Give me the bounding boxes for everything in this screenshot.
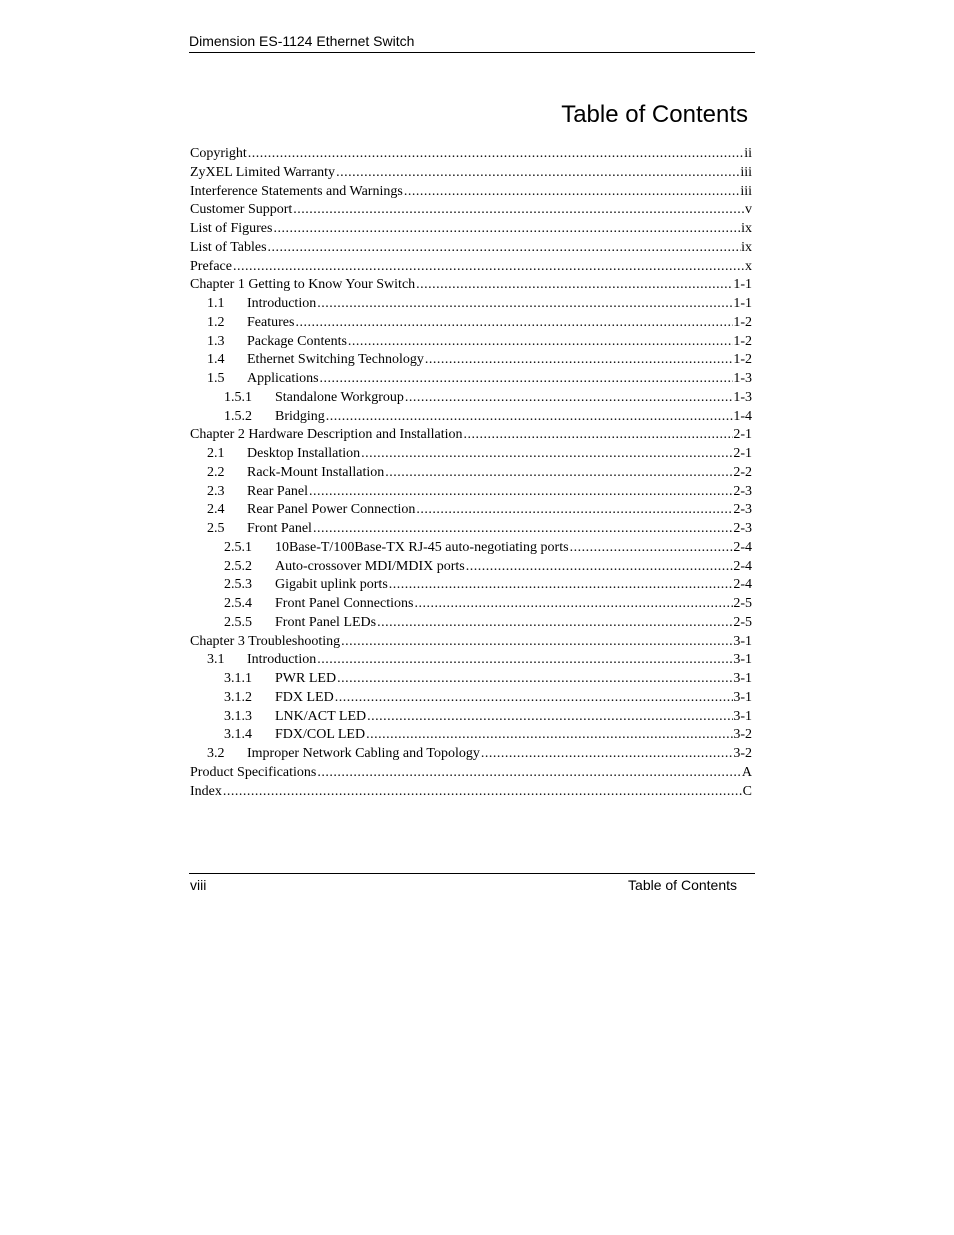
toc-dot-leader bbox=[267, 239, 742, 258]
toc-entry-title: Package Contents bbox=[247, 333, 347, 349]
toc-entry[interactable] bbox=[190, 520, 752, 539]
toc-dot-leader bbox=[316, 295, 733, 314]
toc-entry-number: 2.2 bbox=[207, 464, 225, 480]
toc-entry[interactable] bbox=[190, 183, 752, 202]
toc-entry-title: Front Panel LEDs bbox=[275, 614, 377, 630]
toc-entry[interactable] bbox=[190, 689, 752, 708]
toc-entry-page: 1-4 bbox=[733, 408, 752, 424]
toc-entry-number: 2.3 bbox=[207, 483, 225, 499]
toc-entry-title: Standalone Workgroup bbox=[275, 389, 404, 405]
header-title: Dimension ES-1124 Ethernet Switch bbox=[189, 33, 415, 49]
toc-entry-number: 2.5.3 bbox=[224, 577, 252, 593]
toc-dot-leader bbox=[340, 633, 733, 652]
toc-entry-title: Auto-crossover MDI/MDIX ports bbox=[275, 558, 465, 574]
toc-entry-page: ii bbox=[744, 146, 752, 161]
toc-entry[interactable] bbox=[190, 351, 752, 370]
toc-entry-number: 3.1 bbox=[207, 652, 225, 668]
toc-entry-page: C bbox=[742, 783, 752, 799]
toc-entry-title: Improper Network Cabling and Topology bbox=[247, 746, 480, 761]
toc-entry-page: 2-5 bbox=[733, 596, 752, 611]
toc-dot-leader bbox=[325, 408, 734, 427]
toc-entry-title: FDX/COL LED bbox=[275, 727, 366, 743]
toc-dot-leader bbox=[569, 539, 734, 558]
footer-page-number: viii bbox=[190, 877, 207, 893]
toc-entry-title: List of Figures bbox=[190, 221, 273, 236]
toc-entry-number: 3.1.2 bbox=[224, 689, 252, 705]
page-title: Table of Contents bbox=[561, 101, 748, 128]
toc-entry-title: Desktop Installation bbox=[247, 446, 361, 461]
toc-entry[interactable] bbox=[190, 764, 752, 783]
toc-entry-title: Features bbox=[247, 314, 295, 330]
toc-entry-title: Ethernet Switching Technology bbox=[247, 352, 424, 368]
toc-entry-page: iii bbox=[740, 183, 752, 199]
toc-dot-leader bbox=[403, 183, 741, 202]
toc-dot-leader bbox=[336, 670, 733, 689]
toc-dot-leader bbox=[312, 520, 733, 539]
toc-entry[interactable] bbox=[190, 389, 752, 408]
toc-entry-page: 3-1 bbox=[733, 671, 752, 686]
toc-entry-title: Preface bbox=[190, 258, 232, 274]
toc-entry-title: Rear Panel bbox=[247, 483, 309, 499]
toc-entry-number: 2.5.5 bbox=[224, 614, 252, 630]
toc-entry-title: Front Panel bbox=[247, 521, 312, 536]
toc-entry[interactable] bbox=[190, 558, 752, 577]
toc-entry-title: FDX LED bbox=[275, 689, 334, 705]
toc-dot-leader bbox=[292, 201, 745, 220]
toc-dot-leader bbox=[376, 614, 733, 633]
toc-entry[interactable] bbox=[190, 258, 752, 277]
toc-entry[interactable] bbox=[190, 164, 752, 183]
toc-entry[interactable] bbox=[190, 633, 752, 652]
toc-entry-page: 3-2 bbox=[733, 727, 752, 743]
toc-dot-leader bbox=[384, 464, 733, 483]
toc-entry-number: 1.4 bbox=[207, 352, 225, 368]
toc-entry-number: 2.4 bbox=[207, 502, 225, 518]
toc-entry-number: 1.5.2 bbox=[224, 408, 252, 424]
toc-dot-leader bbox=[308, 483, 733, 502]
toc-entry-title: PWR LED bbox=[275, 671, 337, 686]
toc-entry-title: Bridging bbox=[275, 408, 325, 424]
toc-entry-title: Front Panel Connections bbox=[275, 596, 414, 611]
toc-entry[interactable] bbox=[190, 708, 752, 727]
toc-entry-page: 2-1 bbox=[733, 446, 752, 461]
toc-entry[interactable] bbox=[190, 445, 752, 464]
toc-entry-number: 1.2 bbox=[207, 314, 225, 330]
table-of-contents bbox=[190, 145, 752, 801]
toc-entry[interactable] bbox=[190, 726, 752, 745]
running-header bbox=[189, 33, 755, 53]
toc-entry[interactable] bbox=[190, 576, 752, 595]
toc-entry-page: 3-1 bbox=[733, 689, 752, 705]
toc-entry-title: Chapter 1 Getting to Know Your Switch bbox=[190, 277, 416, 293]
toc-entry[interactable] bbox=[190, 614, 752, 633]
toc-dot-leader bbox=[360, 445, 733, 464]
toc-dot-leader bbox=[465, 558, 734, 577]
toc-entry-title: Introduction bbox=[247, 296, 317, 311]
toc-entry-number: 1.5.1 bbox=[224, 389, 252, 405]
toc-entry-title: ZyXEL Limited Warranty bbox=[190, 164, 336, 180]
toc-dot-leader bbox=[365, 726, 733, 745]
toc-entry-page: 2-1 bbox=[733, 427, 752, 443]
toc-entry-number: 3.1.4 bbox=[224, 727, 252, 743]
toc-dot-leader bbox=[222, 783, 743, 802]
toc-entry-page: 1-1 bbox=[733, 296, 752, 311]
toc-entry-title: Chapter 2 Hardware Description and Installation bbox=[190, 427, 463, 443]
toc-entry-page: 2-3 bbox=[733, 502, 752, 518]
toc-entry-page: 3-1 bbox=[733, 633, 752, 649]
toc-entry-page: 3-1 bbox=[733, 708, 752, 724]
toc-entry[interactable] bbox=[190, 276, 752, 295]
toc-entry[interactable] bbox=[190, 426, 752, 445]
toc-entry[interactable] bbox=[190, 595, 752, 614]
toc-entry-page: 2-3 bbox=[733, 521, 752, 536]
running-footer bbox=[189, 873, 755, 893]
toc-entry-title: Index bbox=[190, 783, 222, 799]
toc-dot-leader bbox=[247, 145, 744, 164]
toc-entry-number: 1.1 bbox=[207, 296, 225, 311]
toc-dot-leader bbox=[347, 333, 733, 352]
toc-entry[interactable] bbox=[190, 370, 752, 389]
toc-entry[interactable] bbox=[190, 745, 752, 764]
toc-dot-leader bbox=[480, 745, 733, 764]
toc-entry[interactable] bbox=[190, 239, 752, 258]
toc-entry-title: Customer Support bbox=[190, 202, 293, 218]
toc-dot-leader bbox=[415, 501, 733, 520]
toc-entry-title: Rack-Mount Installation bbox=[247, 464, 385, 480]
toc-entry-number: 2.5 bbox=[207, 521, 225, 536]
toc-dot-leader bbox=[404, 389, 733, 408]
toc-entry-page: 2-3 bbox=[733, 483, 752, 499]
toc-dot-leader bbox=[413, 595, 733, 614]
footer-section-title: Table of Contents bbox=[628, 877, 737, 893]
toc-dot-leader bbox=[272, 220, 741, 239]
toc-entry-number: 1.3 bbox=[207, 333, 225, 349]
toc-entry[interactable] bbox=[190, 464, 752, 483]
toc-dot-leader bbox=[316, 651, 733, 670]
toc-entry-number: 1.5 bbox=[207, 371, 225, 386]
toc-entry-page: 3-1 bbox=[733, 652, 752, 668]
toc-entry[interactable] bbox=[190, 651, 752, 670]
toc-entry-page: 1-3 bbox=[733, 389, 752, 405]
toc-entry[interactable] bbox=[190, 783, 752, 802]
toc-entry[interactable] bbox=[190, 295, 752, 314]
toc-entry-page: 1-2 bbox=[733, 352, 752, 368]
toc-entry-page: iii bbox=[740, 164, 752, 180]
toc-entry-page: ix bbox=[741, 239, 752, 255]
toc-entry-page: 2-2 bbox=[733, 464, 752, 480]
toc-entry-number: 2.5.1 bbox=[224, 539, 252, 555]
toc-entry[interactable] bbox=[190, 408, 752, 427]
toc-entry-page: v bbox=[745, 202, 752, 218]
toc-entry-title: Applications bbox=[247, 371, 319, 386]
toc-entry-title: List of Tables bbox=[190, 239, 267, 255]
toc-entry-page: 1-2 bbox=[733, 314, 752, 330]
toc-entry-title: LNK/ACT LED bbox=[275, 708, 367, 724]
toc-entry-page: 1-3 bbox=[733, 371, 752, 386]
toc-dot-leader bbox=[232, 258, 745, 277]
toc-dot-leader bbox=[388, 576, 734, 595]
toc-entry-title: Copyright bbox=[190, 146, 247, 161]
toc-dot-leader bbox=[319, 370, 734, 389]
toc-entry-page: 1-2 bbox=[733, 333, 752, 349]
toc-entry-number: 3.1.1 bbox=[224, 671, 252, 686]
toc-entry-title: Introduction bbox=[247, 652, 317, 668]
toc-dot-leader bbox=[424, 351, 733, 370]
toc-entry[interactable] bbox=[190, 220, 752, 239]
toc-dot-leader bbox=[294, 314, 733, 333]
toc-entry-title: Rear Panel Power Connection bbox=[247, 502, 416, 518]
toc-entry-page: x bbox=[745, 258, 752, 274]
toc-entry[interactable] bbox=[190, 145, 752, 164]
toc-dot-leader bbox=[463, 426, 734, 445]
toc-dot-leader bbox=[335, 164, 740, 183]
toc-entry-title: Gigabit uplink ports bbox=[275, 577, 388, 593]
toc-entry[interactable] bbox=[190, 670, 752, 689]
toc-entry-number: 2.5.2 bbox=[224, 558, 252, 574]
toc-entry-title: Product Specifications bbox=[190, 764, 317, 780]
toc-entry-number: 2.5.4 bbox=[224, 596, 252, 611]
toc-dot-leader bbox=[415, 276, 733, 295]
toc-entry-page: 2-4 bbox=[733, 558, 752, 574]
toc-entry-page: 3-2 bbox=[733, 746, 752, 761]
toc-dot-leader bbox=[316, 764, 742, 783]
toc-entry-page: A bbox=[741, 764, 752, 780]
toc-entry-page: 1-1 bbox=[733, 277, 752, 293]
toc-entry[interactable] bbox=[190, 483, 752, 502]
toc-dot-leader bbox=[366, 708, 733, 727]
toc-entry-title: Chapter 3 Troubleshooting bbox=[190, 633, 341, 649]
toc-entry-number: 3.1.3 bbox=[224, 708, 252, 724]
toc-entry[interactable] bbox=[190, 539, 752, 558]
toc-entry-page: ix bbox=[741, 221, 752, 236]
toc-entry-number: 3.2 bbox=[207, 746, 225, 761]
toc-entry[interactable] bbox=[190, 201, 752, 220]
toc-entry-title: 10Base-T/100Base-TX RJ-45 auto-negotiating ports bbox=[275, 539, 569, 555]
toc-entry-page: 2-4 bbox=[733, 539, 752, 555]
toc-dot-leader bbox=[334, 689, 734, 708]
toc-entry-page: 2-4 bbox=[733, 577, 752, 593]
toc-entry-page: 2-5 bbox=[733, 614, 752, 630]
toc-entry[interactable] bbox=[190, 501, 752, 520]
toc-entry-number: 2.1 bbox=[207, 446, 225, 461]
toc-entry-title: Interference Statements and Warnings bbox=[190, 183, 403, 199]
toc-entry[interactable] bbox=[190, 314, 752, 333]
toc-entry[interactable] bbox=[190, 333, 752, 352]
